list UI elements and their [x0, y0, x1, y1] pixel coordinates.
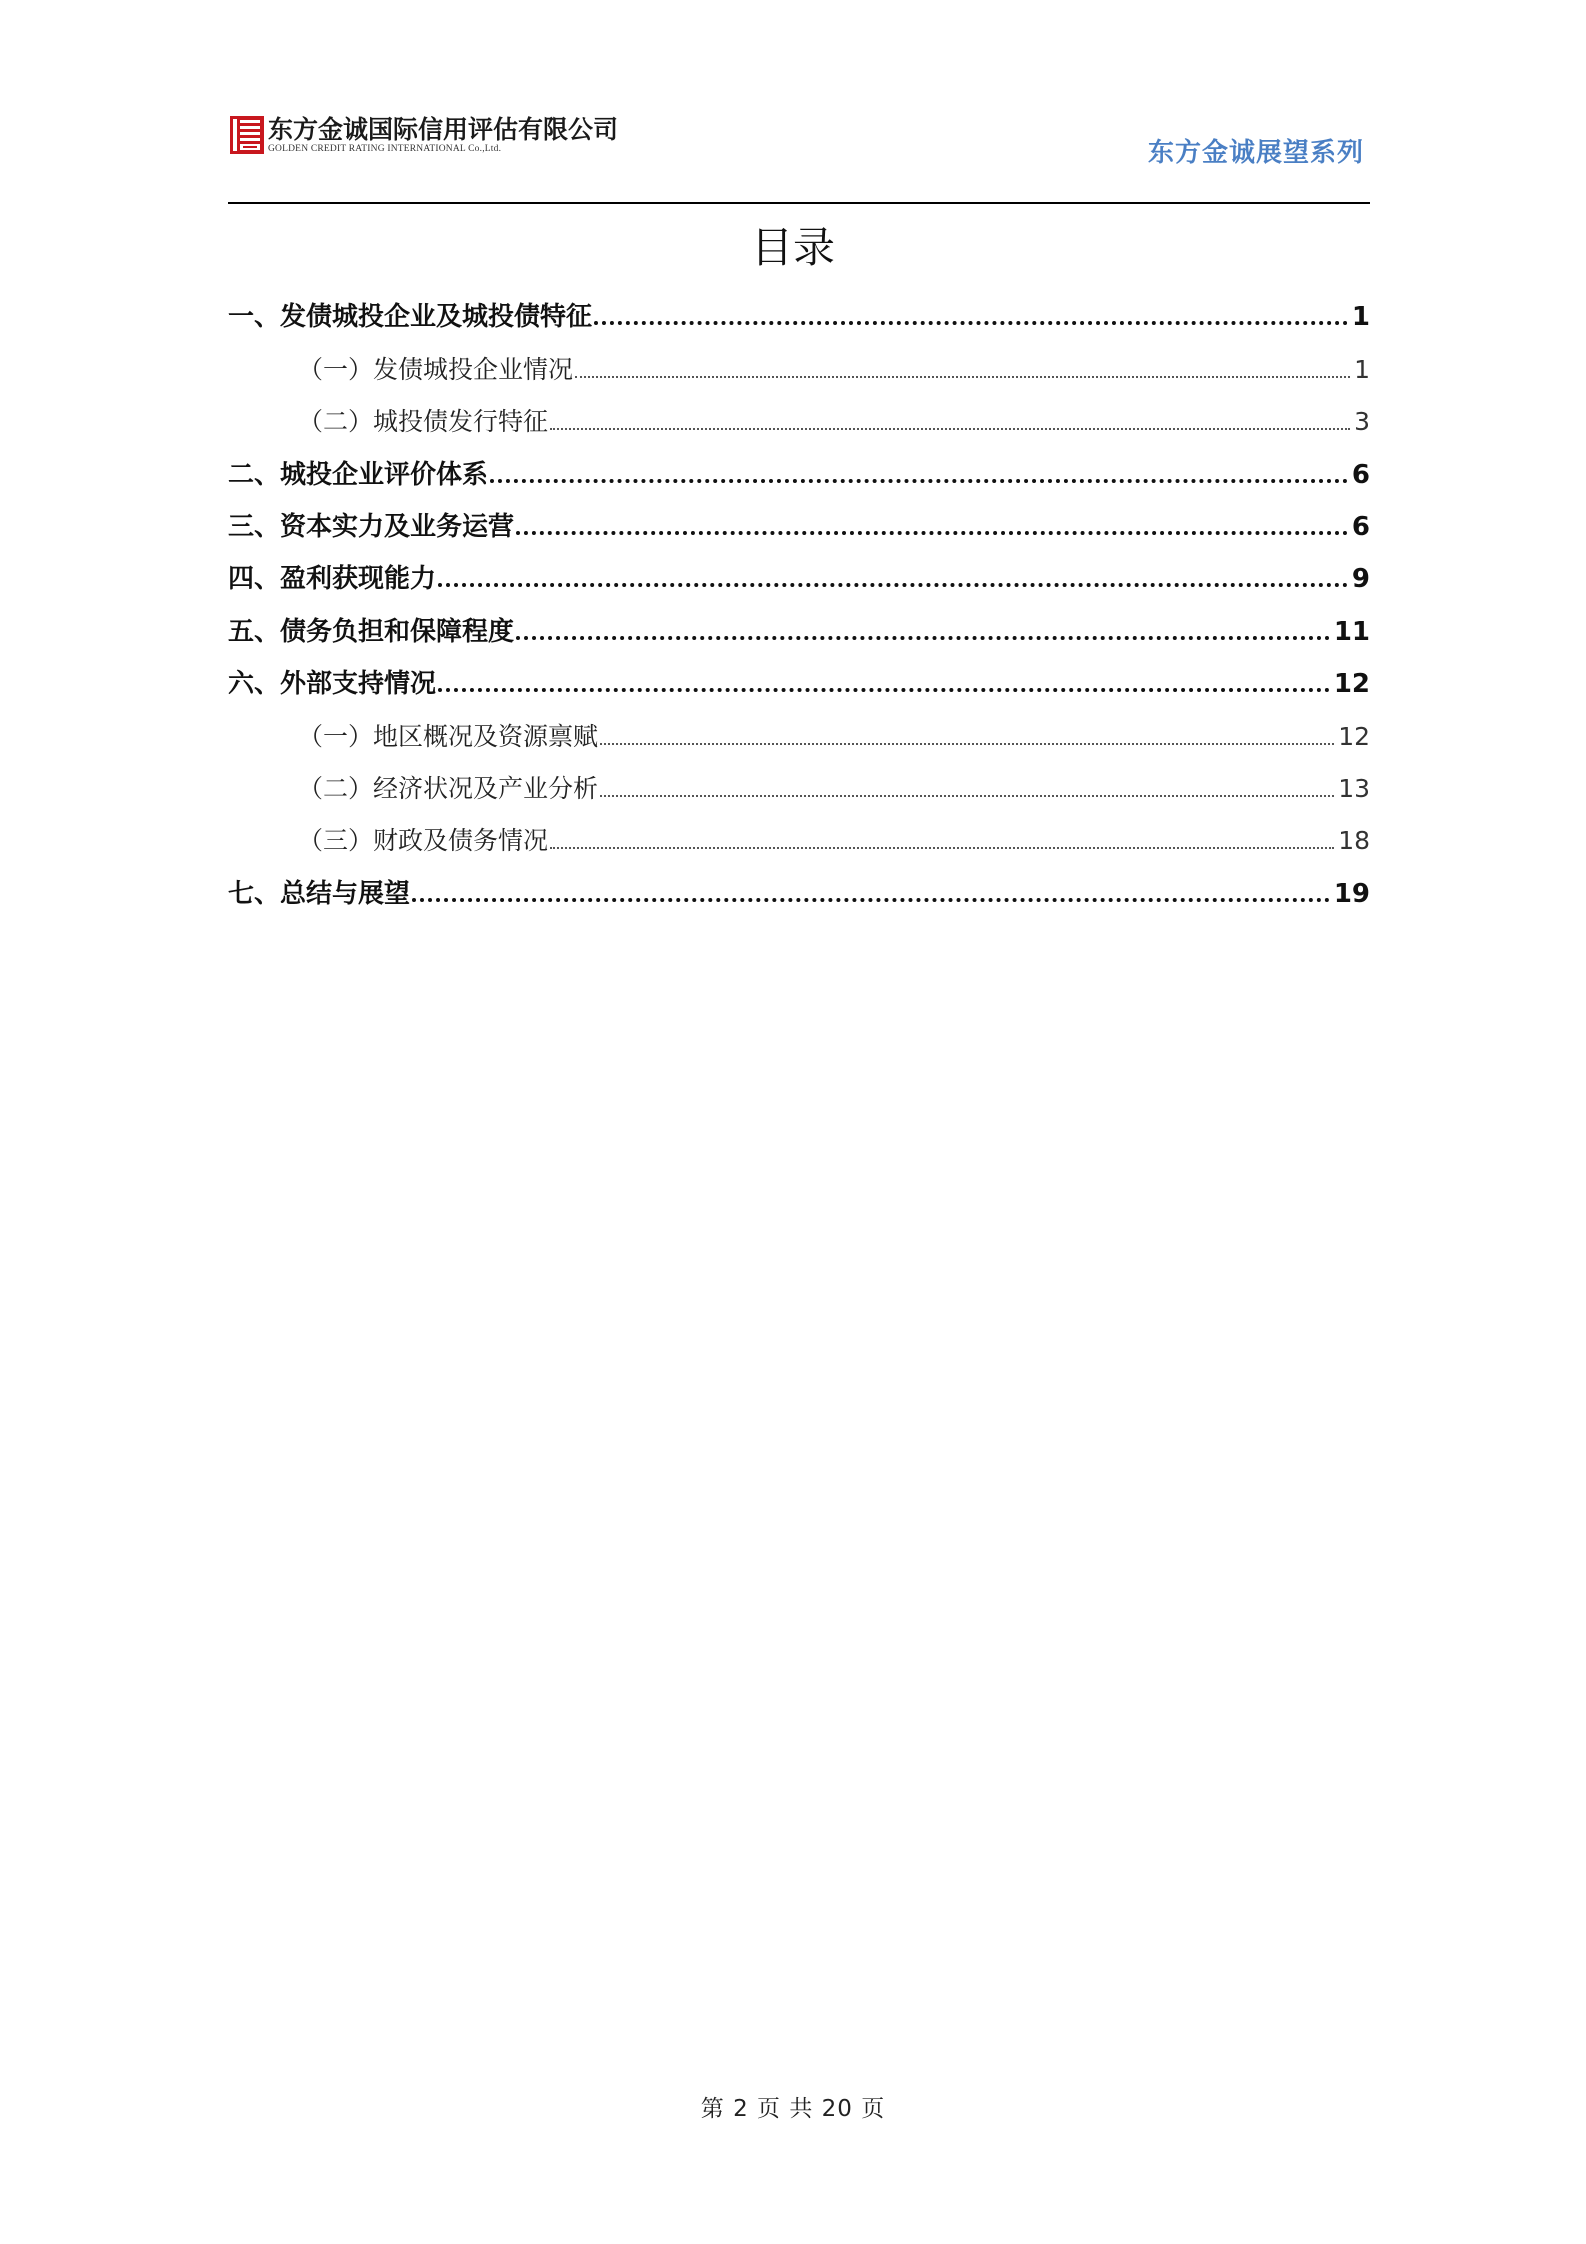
toc-entry-1[interactable]	[228, 290, 1370, 342]
toc-entry-page: 18	[1338, 826, 1370, 856]
toc-entry-6-3[interactable]	[228, 814, 1370, 866]
toc-entry-label: 二、城投企业评价体系	[228, 459, 489, 490]
toc-entry-page: 19	[1333, 878, 1370, 909]
toc-leader-dots	[516, 636, 1330, 640]
toc-entry-5[interactable]	[228, 604, 1370, 656]
toc-entry-label: 六、外部支持情况	[228, 669, 437, 700]
toc-entry-1-1[interactable]	[228, 342, 1370, 394]
toc-entry-label: （二）经济状况及产业分析	[298, 773, 599, 803]
toc-entry-label: 五、债务负担和保障程度	[228, 616, 515, 647]
company-name-en: GOLDEN CREDIT RATING INTERNATIONAL Co.,Ltd.	[268, 144, 502, 154]
toc-entry-6-1[interactable]	[228, 709, 1370, 761]
toc-entry-label: 七、总结与展望	[228, 878, 411, 909]
toc-leader-dots	[575, 374, 1350, 378]
company-logo	[230, 116, 618, 155]
toc-entry-page: 3	[1354, 407, 1370, 437]
toc-leader-dots	[438, 688, 1330, 692]
toc-entry-label: 一、发债城投企业及城投债特征	[228, 302, 593, 333]
toc-entry-page: 12	[1333, 669, 1370, 700]
toc-entry-page: 6	[1351, 511, 1370, 542]
toc-entry-page: 9	[1351, 564, 1370, 595]
toc-entry-label: （一）发债城投企业情况	[298, 354, 574, 384]
toc-entry-label: （一）地区概况及资源禀赋	[298, 721, 599, 751]
toc-leader-dots	[600, 741, 1334, 745]
logo-mark-icon	[230, 116, 264, 154]
toc-leader-dots	[412, 898, 1330, 902]
page-number-footer: 第 2 页 共 20 页	[700, 2096, 886, 2122]
toc-entry-4[interactable]	[228, 552, 1370, 604]
company-name-cn: 东方金诚国际信用评估有限公司	[268, 115, 619, 144]
toc-entry-label: （二）城投债发行特征	[298, 407, 549, 437]
toc-entry-page: 12	[1338, 721, 1370, 751]
toc-entry-2[interactable]	[228, 447, 1370, 499]
toc-leader-dots	[594, 321, 1348, 325]
toc-leader-dots	[516, 531, 1348, 535]
toc-leader-dots	[490, 479, 1348, 483]
page-header	[228, 112, 1370, 204]
toc-entry-6-2[interactable]	[228, 762, 1370, 814]
toc-entry-page: 11	[1333, 616, 1370, 647]
toc-title: 目录	[750, 223, 835, 272]
toc-entry-label: （三）财政及债务情况	[298, 826, 549, 856]
toc-entry-1-2[interactable]	[228, 395, 1370, 447]
toc-leader-dots	[600, 793, 1334, 797]
toc-entry-6[interactable]	[228, 657, 1370, 709]
toc-entry-page: 6	[1351, 459, 1370, 490]
series-title: 东方金诚展望系列	[1147, 138, 1364, 168]
toc-entry-label: 三、资本实力及业务运营	[228, 511, 515, 542]
toc-entry-label: 四、盈利获现能力	[228, 564, 437, 595]
toc-entry-page: 1	[1354, 354, 1370, 384]
toc-entry-page: 13	[1338, 773, 1370, 803]
toc-leader-dots	[550, 845, 1334, 849]
toc-entry-7[interactable]	[228, 866, 1370, 918]
toc-entry-3[interactable]	[228, 500, 1370, 552]
toc-leader-dots	[438, 583, 1348, 587]
table-of-contents	[228, 290, 1370, 919]
toc-entry-page: 1	[1351, 302, 1370, 333]
toc-leader-dots	[550, 426, 1350, 430]
